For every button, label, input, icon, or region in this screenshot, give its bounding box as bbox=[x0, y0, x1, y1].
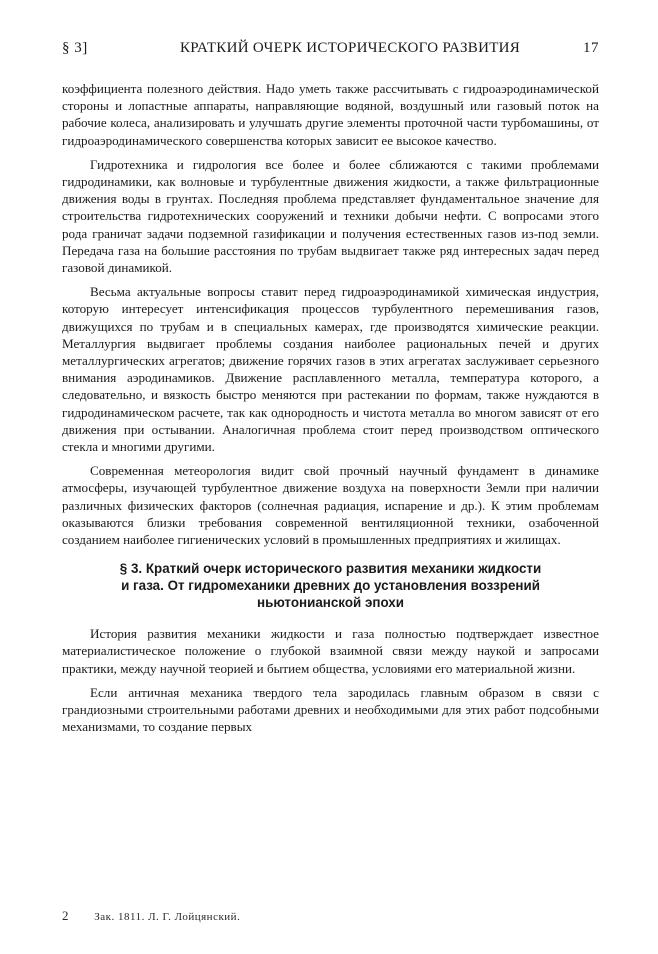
section-heading-line: § 3. Краткий очерк исторического развития механики жидкости bbox=[119, 561, 542, 577]
section-heading-line: и газа. От гидромеханики древних до установления воззрений bbox=[121, 578, 540, 594]
section-heading bbox=[62, 560, 599, 611]
paragraph: Гидротехника и гидрология все более и более сближаются с такими проблемами гидродинамики, как волновые и турбулентные движения жидкости, а также фильтрационные движения воды в грунтах. Последняя проблема представляет фундаментальное значение для строительства гидротехнических сооружений и техники добычи нефти. С вопросами этого рода граничат задачи подземной газификации и получения естественных газов из-под земли. Передача газа на большие расстояния по трубам выдвигает также ряд интересных задач перед газовой динамикой. bbox=[62, 156, 599, 276]
paragraph: История развития механики жидкости и газа полностью подтверждает известное материалистическое положение о глубокой взаимной связи между наукой и запросами практики, между научной теорией и бытием общества, условиями его материальной жизни. bbox=[62, 626, 599, 676]
running-head bbox=[62, 40, 599, 62]
print-imprint: Зак. 1811. Л. Г. Лойцянский. bbox=[94, 911, 241, 923]
paragraph: коэффициента полезного действия. Надо уметь также рассчитывать с гидроаэродинамической стороны и лопастные аппараты, направляющие водяной, воздушный или газовый поток на рабочие колеса, анализировать и улучшать другие элементы проточной части турбомашины, от гидроаэродинамического совершенства которых зависит ее высокое качество. bbox=[62, 81, 599, 148]
paragraph: Весьма актуальные вопросы ставит перед гидроаэродинамикой химическая индустрия, которую интересует интенсификация процессов турбулентного перемешивания газов, движущихся по трубам и в специальных камерах, где производятся химические реакции. Металлургия выдвигает проблемы создания наиболее рациональных печей и других металлургических агрегатов; движение горячих газов в этих агрегатах заслуживает серьезного внимания аэродинамиков. Движение расплавленного металла, температура которого, а следовательно, и вязкость быстро меняются при растекании по формам, также нуждаются в гидродинамическом расчете, так как однородность и чистота металла во многом зависят от его движения при остывании. Аналогичная проблема стоит перед производством оптического стекла и многими другими. bbox=[62, 284, 599, 455]
signature-mark: 2 bbox=[62, 908, 69, 923]
page-number: 17 bbox=[583, 40, 599, 56]
running-title: КРАТКИЙ ОЧЕРК ИСТОРИЧЕСКОГО РАЗВИТИЯ bbox=[180, 40, 521, 56]
section-heading-line: ньютонианской эпохи bbox=[257, 595, 404, 611]
paragraph: Современная метеорология видит свой прочный научный фундамент в динамике атмосферы, изучающей турбулентное движение воздуха на поверхности Земли при наличии различных физических факторов (солнечная радиация, испарение и др.). К этим проблемам оказываются близки требования современной вентиляционной техники, озабоченной созданием наиболее гигиенических условий в промышленных предприятиях и жилищах. bbox=[62, 463, 599, 548]
paragraph: Если античная механика твердого тела зародилась главным образом в связи с грандиозными строительными работами древних и необходимыми для этих работ подсобными механизмами, то создание первых bbox=[62, 684, 599, 735]
body-text bbox=[62, 80, 599, 736]
page-footer bbox=[62, 908, 240, 924]
book-page bbox=[62, 40, 599, 743]
section-mark: § 3] bbox=[62, 40, 88, 56]
